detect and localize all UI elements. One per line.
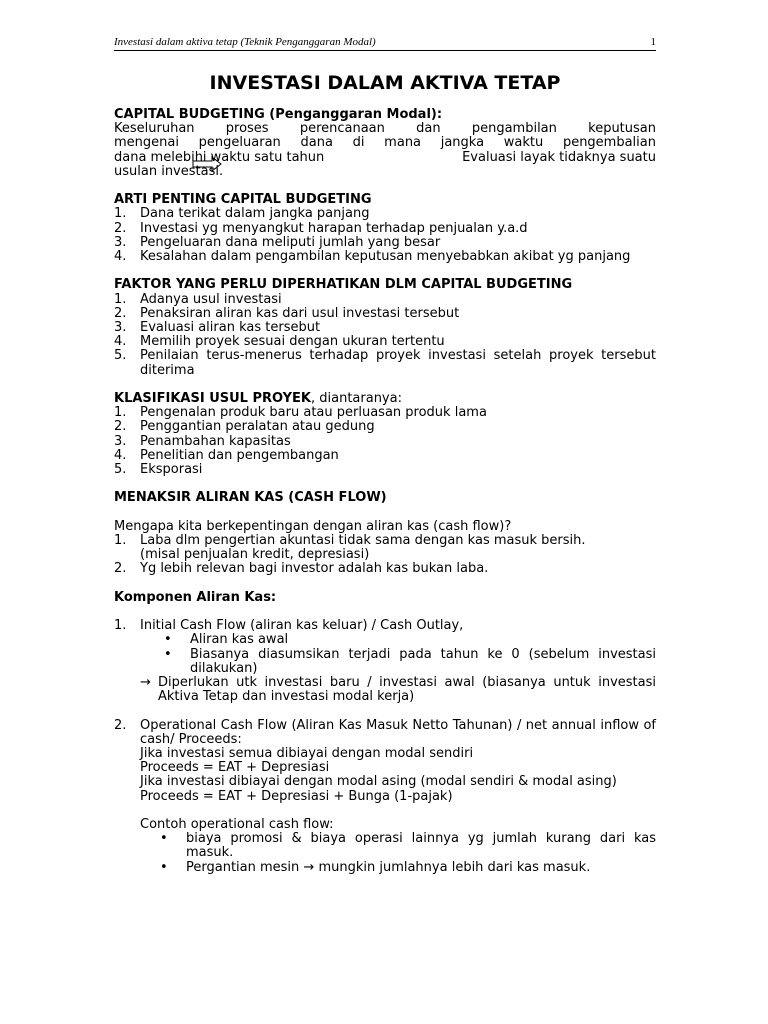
paragraph-text: dana melebihi waktu satu tahun: [114, 149, 325, 165]
arrow-icon: →: [140, 675, 151, 691]
section-heading: MENAKSIR ALIRAN KAS (CASH FLOW): [114, 490, 387, 506]
numbered-list: [114, 719, 656, 747]
list-number: 1.: [114, 533, 127, 549]
list-text: Investasi yg menyangkut harapan terhadap penjualan y.a.d: [140, 220, 528, 236]
list-item: [114, 307, 656, 321]
list-text: Pengenalan produk baru atau perluasan produk lama: [140, 405, 487, 421]
running-title: Investasi dalam aktiva tetap (Teknik Penganggaran Modal): [114, 36, 376, 48]
list-number: 2.: [114, 305, 127, 321]
section-heading: CAPITAL BUDGETING (Penganggaran Modal):: [114, 107, 443, 122]
list-item: [114, 463, 656, 477]
list-item: [114, 420, 656, 434]
list-item: [114, 562, 656, 576]
list-text: Dana terikat dalam jangka panjang: [140, 206, 370, 222]
list-item: [114, 619, 656, 633]
section-komponen: [114, 591, 656, 875]
list-item: [114, 222, 656, 236]
bullet-text: Aliran kas awal: [190, 632, 289, 648]
list-text: Eksporasi: [140, 462, 203, 478]
bullet-text: Biasanya diasumsikan terjadi pada tahun ke 0 (sebelum investasi dilakukan): [190, 646, 656, 676]
list-item: [114, 250, 656, 264]
list-item: [114, 534, 656, 548]
list-number: 3.: [114, 234, 127, 250]
list-text: Penelitian dan pengembangan: [140, 447, 339, 463]
paragraph-line: Proceeds = EAT + Depresiasi + Bunga (1-pajak): [140, 788, 453, 804]
list-item: [114, 335, 656, 349]
paragraph-line: Proceeds = EAT + Depresiasi: [140, 760, 330, 776]
section-arti-penting: [114, 193, 656, 264]
list-number: 1.: [114, 618, 127, 634]
bullet-icon: •: [164, 632, 172, 648]
section-menaksir: [114, 491, 656, 576]
arrow-text: Diperlukan utk investasi baru / investasi awal (biasanya untuk investasi Aktiva Tetap dan investasi modal kerja): [158, 675, 656, 705]
list-text: Evaluasi aliran kas tersebut: [140, 320, 321, 336]
bullet-item: [114, 648, 656, 676]
numbered-list: [114, 406, 656, 477]
list-number: 5.: [114, 462, 127, 478]
paragraph-line: Keseluruhan proses perencanaan dan pengambilan keputusan: [114, 121, 656, 137]
paragraph-line: Contoh operational cash flow:: [140, 817, 334, 833]
section-klasifikasi: [114, 392, 656, 477]
question-text: Mengapa kita berkepentingan dengan aliran kas (cash flow)?: [114, 518, 512, 534]
list-number: 3.: [114, 320, 127, 336]
section-heading: KLASIFIKASI USUL PROYEK: [114, 391, 311, 407]
numbered-list: [114, 534, 656, 577]
list-number: 4.: [114, 447, 127, 463]
list-number: 2.: [114, 561, 127, 577]
document-body: [114, 108, 656, 875]
list-text: Adanya usul investasi: [140, 291, 282, 307]
list-number: 5.: [114, 348, 127, 364]
list-number: 1.: [114, 405, 127, 421]
numbered-list: [114, 207, 656, 264]
section-heading: ARTI PENTING CAPITAL BUDGETING: [114, 192, 372, 208]
document-title: INVESTASI DALAM AKTIVA TETAP: [209, 72, 561, 94]
numbered-list: [114, 619, 656, 633]
list-number: 2.: [114, 717, 127, 733]
bullet-item: [114, 861, 656, 875]
bullet-item: [114, 633, 656, 647]
bullet-icon: •: [164, 646, 172, 662]
section-heading-line: [114, 392, 656, 406]
list-text: Memilih proyek sesuai dengan ukuran tertentu: [140, 334, 445, 350]
paragraph-line: usulan investasi.: [114, 163, 224, 179]
list-number: 2.: [114, 220, 127, 236]
list-item: [114, 406, 656, 420]
list-item: [114, 449, 656, 463]
bullet-text: Pergantian mesin → mungkin jumlahnya lebih dari kas masuk.: [186, 859, 591, 875]
list-item: [114, 719, 656, 747]
bullet-icon: •: [160, 831, 168, 847]
list-text: Initial Cash Flow (aliran kas keluar) / Cash Outlay,: [140, 618, 464, 634]
list-item: [114, 321, 656, 335]
list-item: [114, 236, 656, 250]
list-number: 3.: [114, 433, 127, 449]
list-number: 1.: [114, 206, 127, 222]
page-number: 1: [650, 36, 656, 48]
list-text: Penilaian terus-menerus terhadap proyek investasi setelah proyek tersebut diterima: [140, 348, 656, 378]
list-text: Operational Cash Flow (Aliran Kas Masuk Netto Tahunan) / net annual inflow of cash/ Proceeds:: [140, 717, 656, 747]
list-text: Yg lebih relevan bagi investor adalah kas bukan laba.: [140, 561, 489, 577]
section-heading: Komponen Aliran Kas:: [114, 589, 277, 605]
paragraph-line: Jika investasi semua dibiayai dengan modal sendiri: [140, 746, 474, 762]
arrow-item: [114, 676, 656, 704]
heading-suffix: , diantaranya:: [310, 391, 402, 407]
list-text: Penambahan kapasitas: [140, 433, 291, 449]
list-item: [114, 349, 656, 377]
list-text: Penggantian peralatan atau gedung: [140, 419, 375, 435]
list-number: 4.: [114, 249, 127, 265]
right-arrow-icon: [192, 156, 222, 172]
section-faktor: [114, 278, 656, 377]
running-header: [114, 36, 656, 51]
bullet-text: biaya promosi & biaya operasi lainnya yg jumlah kurang dari kas masuk.: [186, 831, 656, 861]
list-note: (misal penjualan kredit, depresiasi): [140, 547, 370, 563]
bullet-item: [114, 832, 656, 860]
list-text: Laba dlm pengertian akuntasi tidak sama dengan kas masuk bersih.: [140, 533, 586, 549]
list-item: [114, 293, 656, 307]
numbered-list: [114, 293, 656, 378]
list-number: 2.: [114, 419, 127, 435]
list-item: [114, 207, 656, 221]
list-text: Pengeluaran dana meliputi jumlah yang besar: [140, 234, 441, 250]
list-number: 4.: [114, 334, 127, 350]
paragraph-text: Evaluasi layak tidaknya suatu: [462, 149, 656, 165]
section-heading: FAKTOR YANG PERLU DIPERHATIKAN DLM CAPITAL BUDGETING: [114, 277, 573, 293]
paragraph-line: mengenai pengeluaran dana di mana jangka waktu pengembalian: [114, 135, 656, 151]
list-item: [114, 435, 656, 449]
list-number: 1.: [114, 291, 127, 307]
list-text: Kesalahan dalam pengambilan keputusan menyebabkan akibat yg panjang: [140, 249, 631, 265]
bullet-icon: •: [160, 859, 168, 875]
paragraph-line: Jika investasi dibiayai dengan modal asing (modal sendiri & modal asing): [140, 774, 617, 790]
section-capital-budgeting: [114, 108, 656, 179]
list-text: Penaksiran aliran kas dari usul investasi tersebut: [140, 305, 460, 321]
